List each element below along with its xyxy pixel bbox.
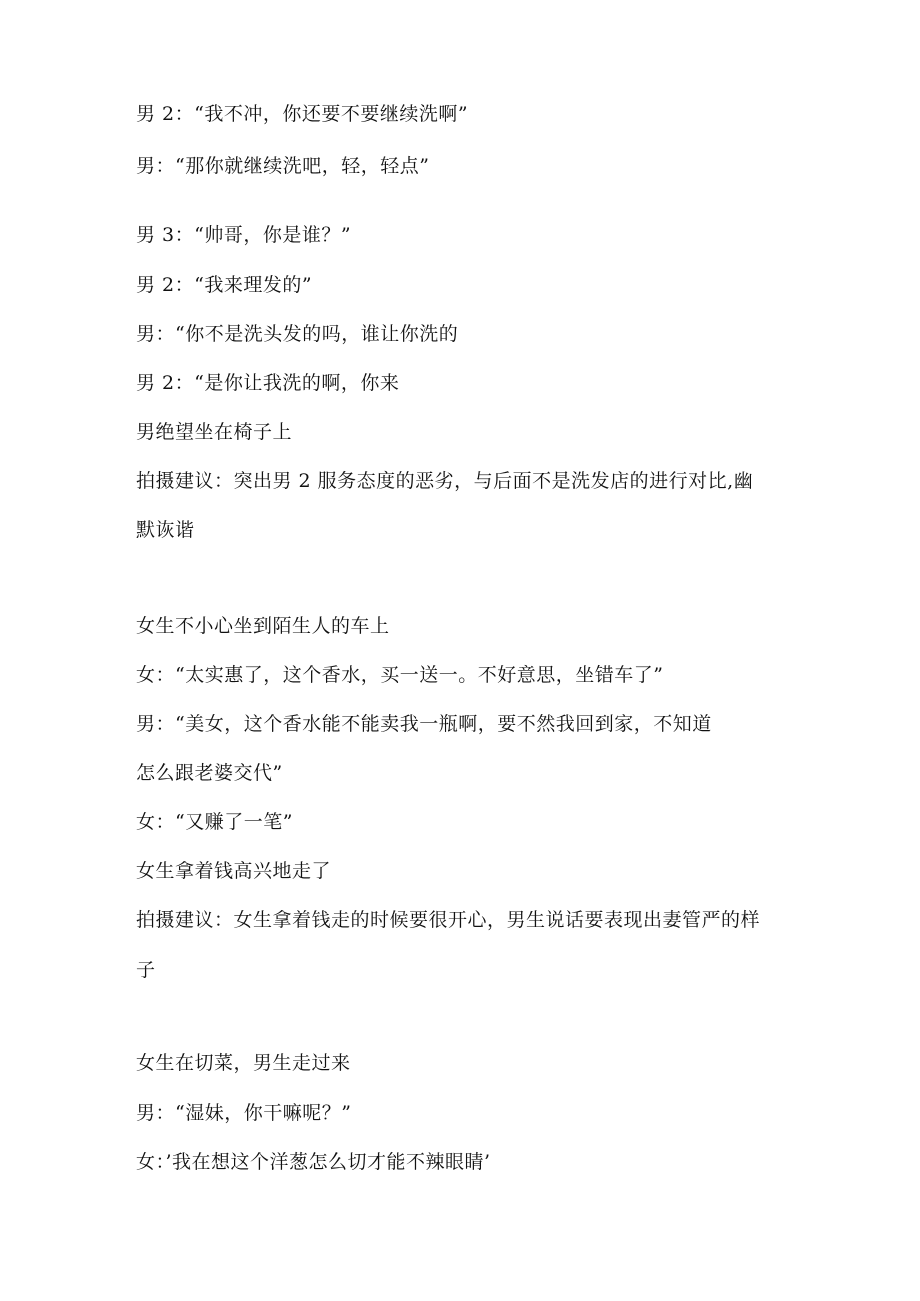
script-line: 男 2：“是你让我洗的啊，你来 (136, 372, 400, 394)
script-line: 男 2：“我来理发的” (136, 274, 313, 296)
script-line: 女：’我在想这个洋葱怎么切才能不辣眼睛’ (136, 1151, 491, 1173)
script-line: 男 2：“我不冲，你还要不要继续洗啊” (136, 103, 469, 125)
script-line: 男：“美女，这个香水能不能卖我一瓶啊，要不然我回到家，不知道 (136, 713, 712, 735)
script-line: 男 3：“帅哥，你是谁？” (136, 224, 352, 246)
scene-description: 女生在切菜，男生走过来 (136, 1052, 351, 1074)
script-line: 男：“湿妹，你干嘛呢？” (136, 1102, 352, 1124)
script-line: 男：“那你就继续洗吧，轻，轻点” (136, 155, 430, 177)
shooting-suggestion: 拍摄建议：突出男 2 服务态度的恶劣，与后面不是洗发店的进行对比,幽 (136, 470, 754, 492)
script-line: 男绝望坐在椅子上 (136, 421, 293, 443)
script-line: 女生拿着钱高兴地走了 (136, 860, 332, 882)
shooting-suggestion: 拍摄建议：女生拿着钱走的时候要很开心，男生说话要表现出妻管严的样 (136, 909, 761, 931)
script-line: 女：“太实惠了，这个香水，买一送一。不好意思，坐错车了” (136, 664, 664, 686)
script-line: 男：“你不是洗头发的吗，谁让你洗的 (136, 323, 459, 345)
shooting-suggestion-cont: 默诙谐 (136, 519, 195, 541)
shooting-suggestion-cont: 子 (136, 959, 156, 981)
script-line: 女：“又赚了一笔” (136, 811, 293, 833)
script-line-cont: 怎么跟老婆交代” (136, 762, 283, 784)
scene-description: 女生不小心坐到陌生人的车上 (136, 615, 390, 637)
